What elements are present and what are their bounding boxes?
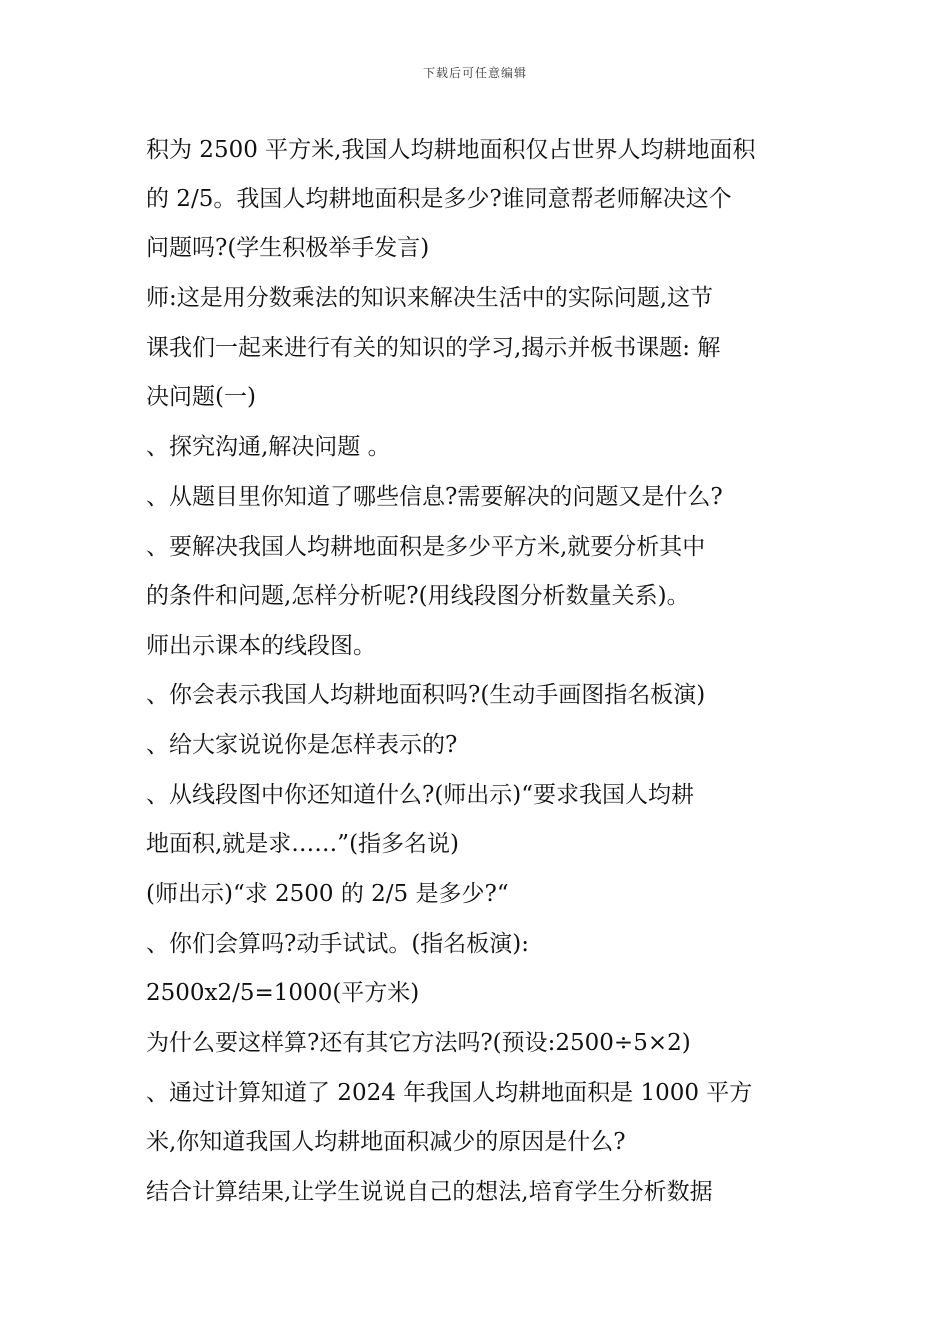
text-line: 、你会表示我国人均耕地面积吗?(生动手画图指名板演) xyxy=(146,682,706,708)
text-line: 的条件和问题,怎样分析呢?(用线段图分析数量关系)。 xyxy=(146,583,690,609)
text-line: 、从线段图中你还知道什么?(师出示)“要求我国人均耕 xyxy=(146,782,695,808)
text-line: 师:这是用分数乘法的知识来解决生活中的实际问题,这节 xyxy=(146,285,714,311)
text-line: 积为 2500 平方米,我国人均耕地面积仅占世界人均耕地面积 xyxy=(146,137,756,163)
text-line: 、从题目里你知道了哪些信息?需要解决的问题又是什么? xyxy=(146,484,723,510)
text-line: (师出示)“求 2500 的 2/5 是多少?“ xyxy=(146,881,509,907)
text-line: 问题吗?(学生积极举手发言) xyxy=(146,235,430,261)
text-line: 师出示课本的线段图。 xyxy=(146,633,376,659)
text-line: 米,你知道我国人均耕地面积减少的原因是什么? xyxy=(146,1129,626,1155)
text-line: 、给大家说说你是怎样表示的? xyxy=(146,732,458,758)
text-line: 地面积,就是求……”(指多名说) xyxy=(146,831,460,857)
text-line: 、探究沟通,解决问题 。 xyxy=(146,434,391,460)
text-line: 、通过计算知道了 2024 年我国人均耕地面积是 1000 平方 xyxy=(146,1080,753,1106)
page-header: 下载后可任意编辑 xyxy=(422,66,527,80)
text-line: 结合计算结果,让学生说说自己的想法,培育学生分析数据 xyxy=(146,1179,713,1205)
text-line: 课我们一起来进行有关的知识的学习,揭示并板书课题: 解 xyxy=(146,335,721,361)
text-line: 、你们会算吗?动手试试。(指名板演): xyxy=(146,931,530,957)
text-line: 的 2/5。我国人均耕地面积是多少?谁同意帮老师解决这个 xyxy=(146,186,732,212)
text-line: 为什么要这样算?还有其它方法吗?(预设:2500÷5×2) xyxy=(146,1030,691,1056)
text-line: 决问题(一) xyxy=(146,384,256,410)
text-line: 2500x2/5=1000(平方米) xyxy=(146,980,420,1006)
text-line: 、要解决我国人均耕地面积是多少平方米,就要分析其中 xyxy=(146,534,706,560)
